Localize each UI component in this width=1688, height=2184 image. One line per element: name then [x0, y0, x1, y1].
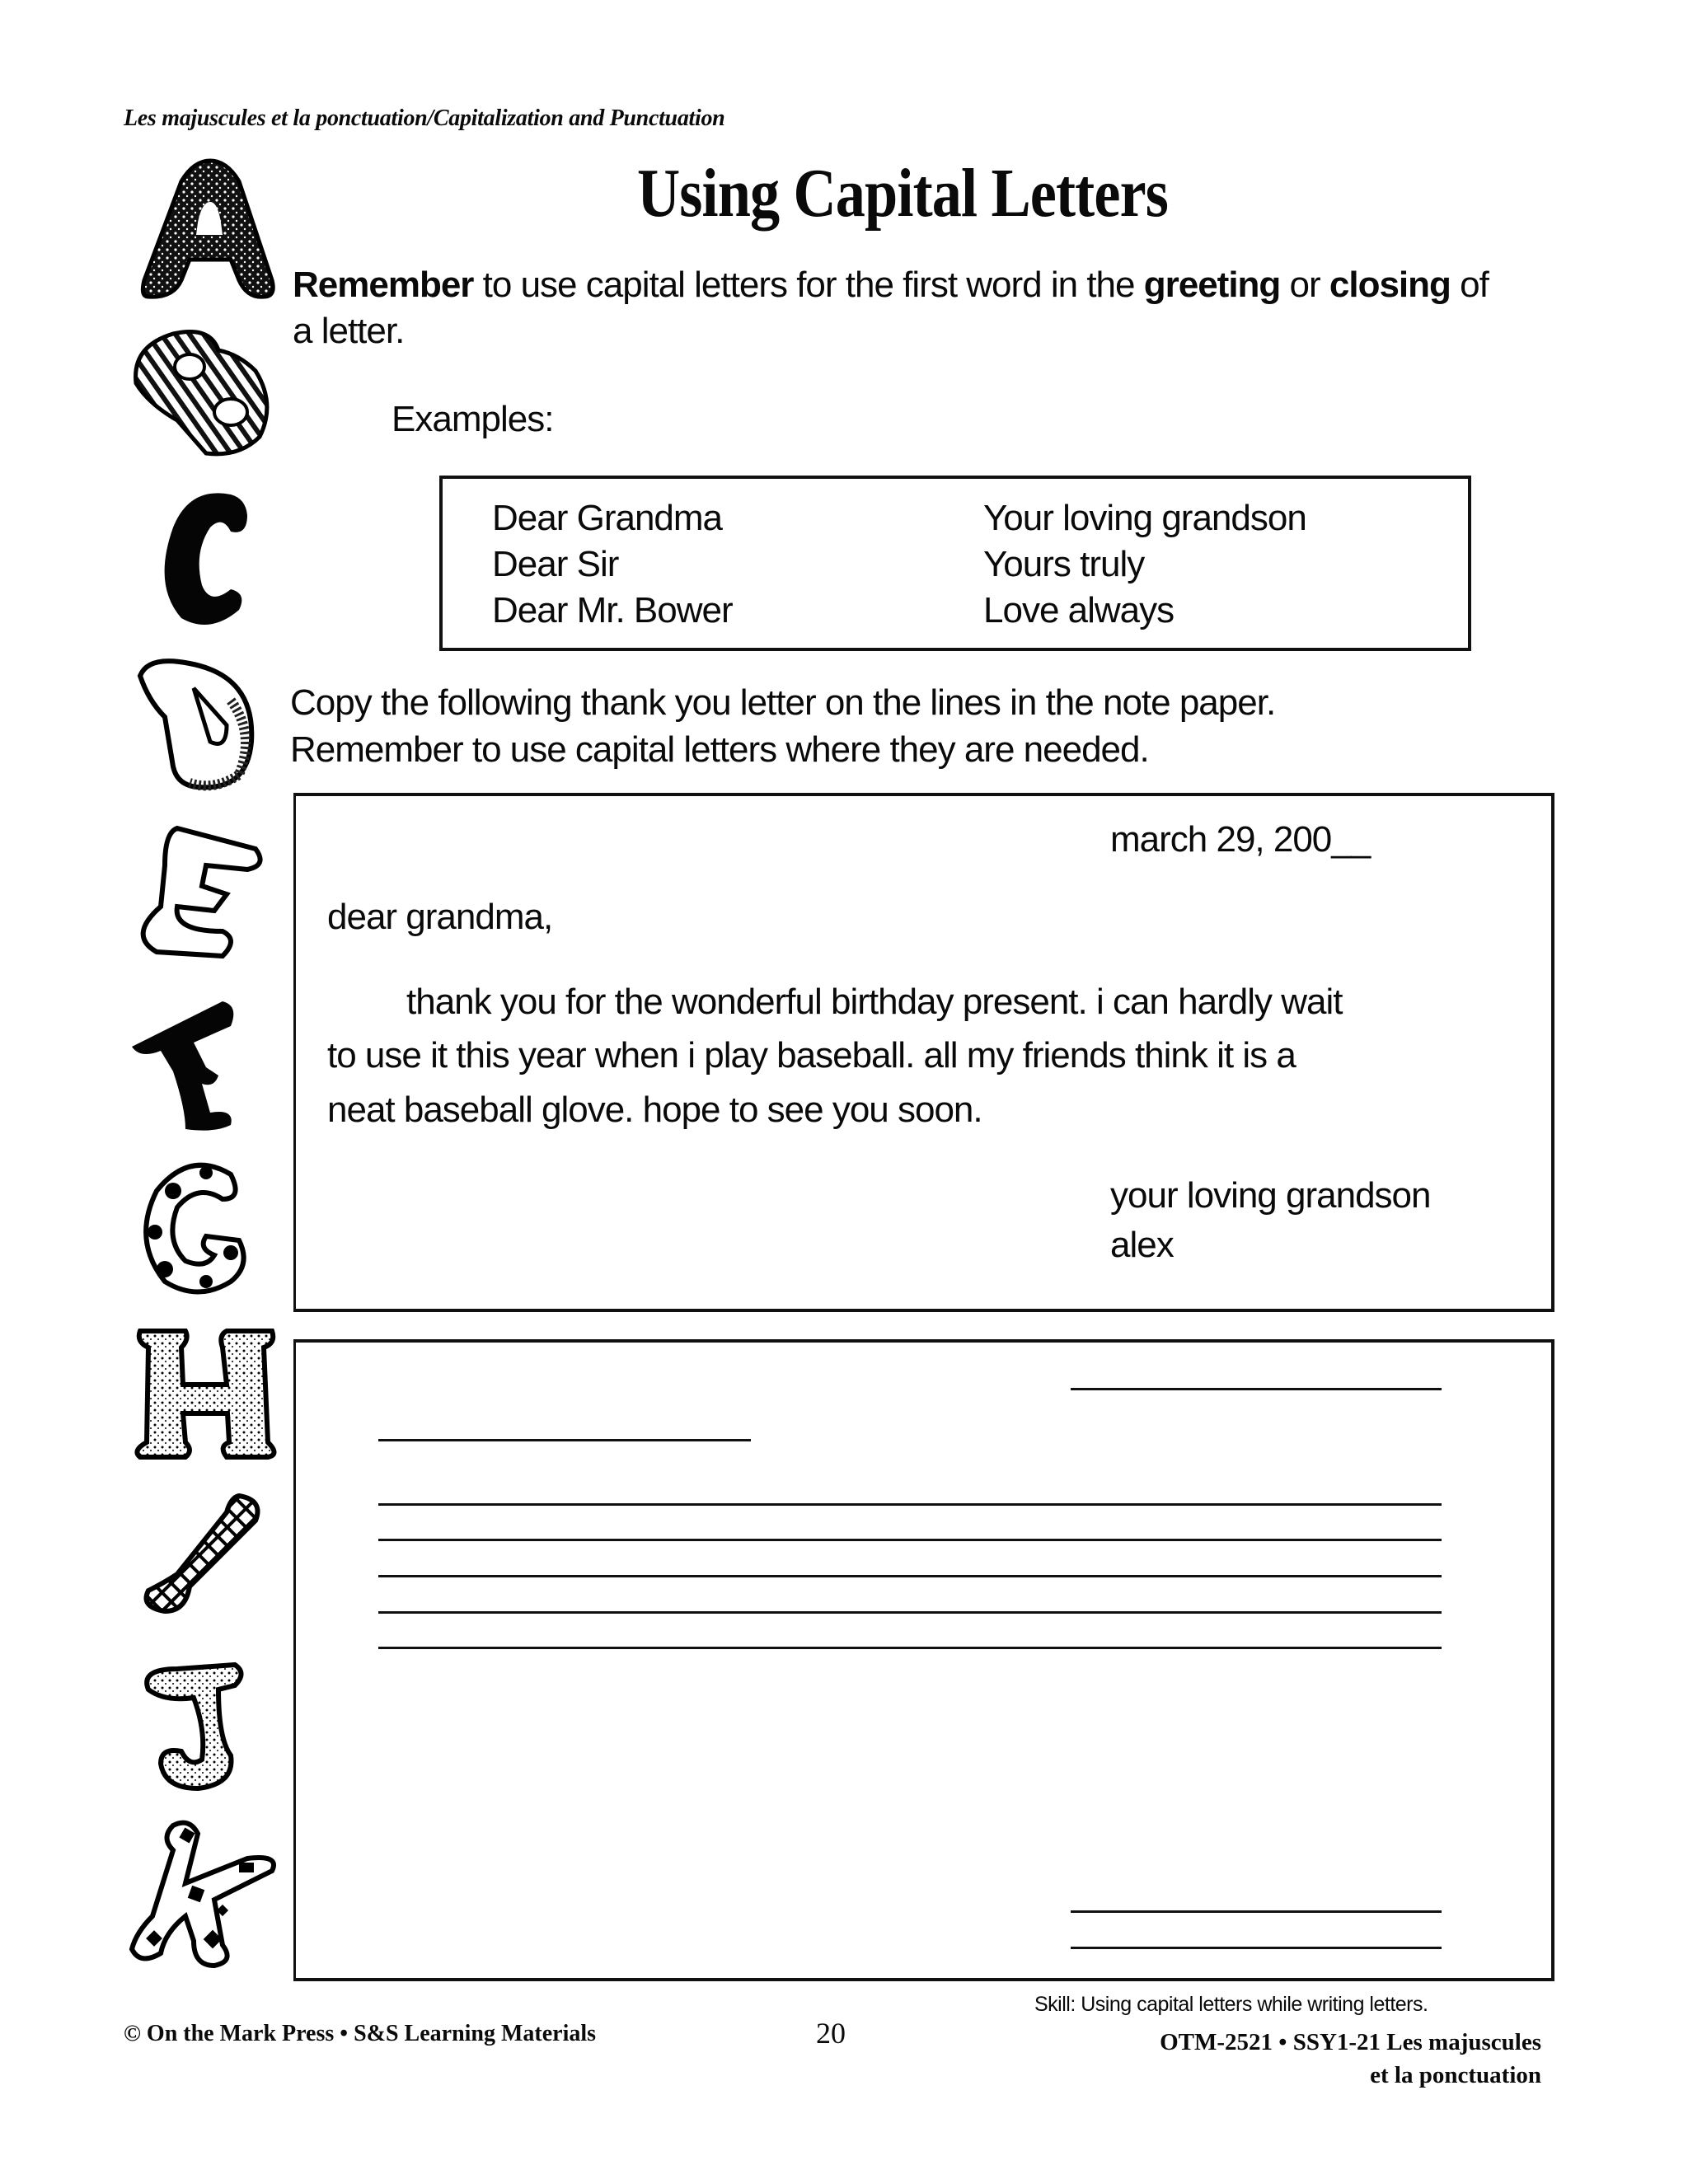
examples-label: Examples:: [392, 399, 554, 439]
copyright-footer: © On the Mark Press • S&S Learning Materials: [124, 2021, 597, 2046]
letter-a-icon: [115, 157, 297, 305]
product-code-line-2: et la ponctuation: [1370, 2062, 1541, 2088]
body-writing-line[interactable]: [378, 1575, 1442, 1577]
letter-c-icon: [115, 478, 297, 635]
closing-example: Yours truly: [983, 544, 1145, 584]
closing-example: Love always: [983, 590, 1175, 630]
letter-closing: your loving grandson: [1110, 1175, 1431, 1216]
date-writing-line[interactable]: [1071, 1388, 1442, 1390]
intro-paragraph: [293, 262, 1512, 354]
greeting-examples: [492, 495, 733, 634]
body-writing-line[interactable]: [378, 1503, 1442, 1506]
letter-g-icon: [115, 1150, 297, 1306]
section-header: Les majuscules et la ponctuation/Capitalization and Punctuation: [124, 105, 725, 131]
copy-instructions: [290, 679, 1526, 773]
intro-keyword-remember: Remember: [293, 265, 474, 305]
body-writing-line[interactable]: [378, 1647, 1442, 1649]
sample-letter-box: [293, 793, 1554, 1312]
intro-text-3: of a letter.: [293, 265, 1489, 351]
greeting-example: Dear Mr. Bower: [492, 590, 733, 630]
letter-i-icon: [115, 1488, 297, 1628]
letter-h-icon: [115, 1319, 297, 1467]
letter-body-line: neat baseball glove. hope to see you soon.: [327, 1090, 982, 1130]
closing-example: Your loving grandson: [983, 498, 1306, 538]
decorative-alphabet-column: [115, 148, 297, 1994]
letter-j-icon: [115, 1648, 297, 1797]
product-code: [1160, 2026, 1541, 2092]
intro-text-1: to use capital letters for the first word in the: [473, 265, 1144, 305]
examples-box: [439, 476, 1471, 651]
letter-body-line: to use it this year when i play baseball. all my friends think it is a: [327, 1035, 1296, 1076]
body-writing-line[interactable]: [378, 1611, 1442, 1614]
letter-signature: alex: [1110, 1225, 1174, 1265]
greeting-example: Dear Sir: [492, 544, 619, 584]
closing-examples: [983, 495, 1306, 634]
answer-note-paper: [293, 1339, 1554, 1981]
greeting-writing-line[interactable]: [378, 1439, 751, 1441]
greeting-example: Dear Grandma: [492, 498, 723, 538]
letter-f-icon: [115, 985, 297, 1141]
page-title: Using Capital Letters: [636, 155, 1169, 232]
closing-writing-line[interactable]: [1071, 1910, 1442, 1913]
instruction-line-2: Remember to use capital letters where they are needed.: [290, 729, 1149, 770]
intro-keyword-closing: closing: [1329, 265, 1451, 305]
body-writing-line[interactable]: [378, 1539, 1442, 1541]
skill-note: Skill: Using capital letters while writing letters.: [1034, 1993, 1428, 2016]
letter-k-icon: [115, 1809, 297, 1974]
instruction-line-1: Copy the following thank you letter on the lines in the note paper.: [290, 682, 1276, 723]
letter-greeting: dear grandma,: [327, 897, 553, 937]
signature-writing-line[interactable]: [1071, 1947, 1442, 1949]
intro-text-2: or: [1280, 265, 1329, 305]
product-code-line-1: OTM-2521 • SSY1-21 Les majuscules: [1160, 2029, 1541, 2055]
letter-d-icon: [115, 651, 297, 799]
letter-e-icon: [115, 816, 297, 972]
letter-b-icon: [115, 313, 297, 462]
letter-date: march 29, 200__: [1110, 819, 1371, 860]
intro-keyword-greeting: greeting: [1143, 265, 1281, 305]
letter-body-line: thank you for the wonderful birthday present. i can hardly wait: [406, 982, 1343, 1022]
page-number: 20: [816, 2017, 846, 2050]
